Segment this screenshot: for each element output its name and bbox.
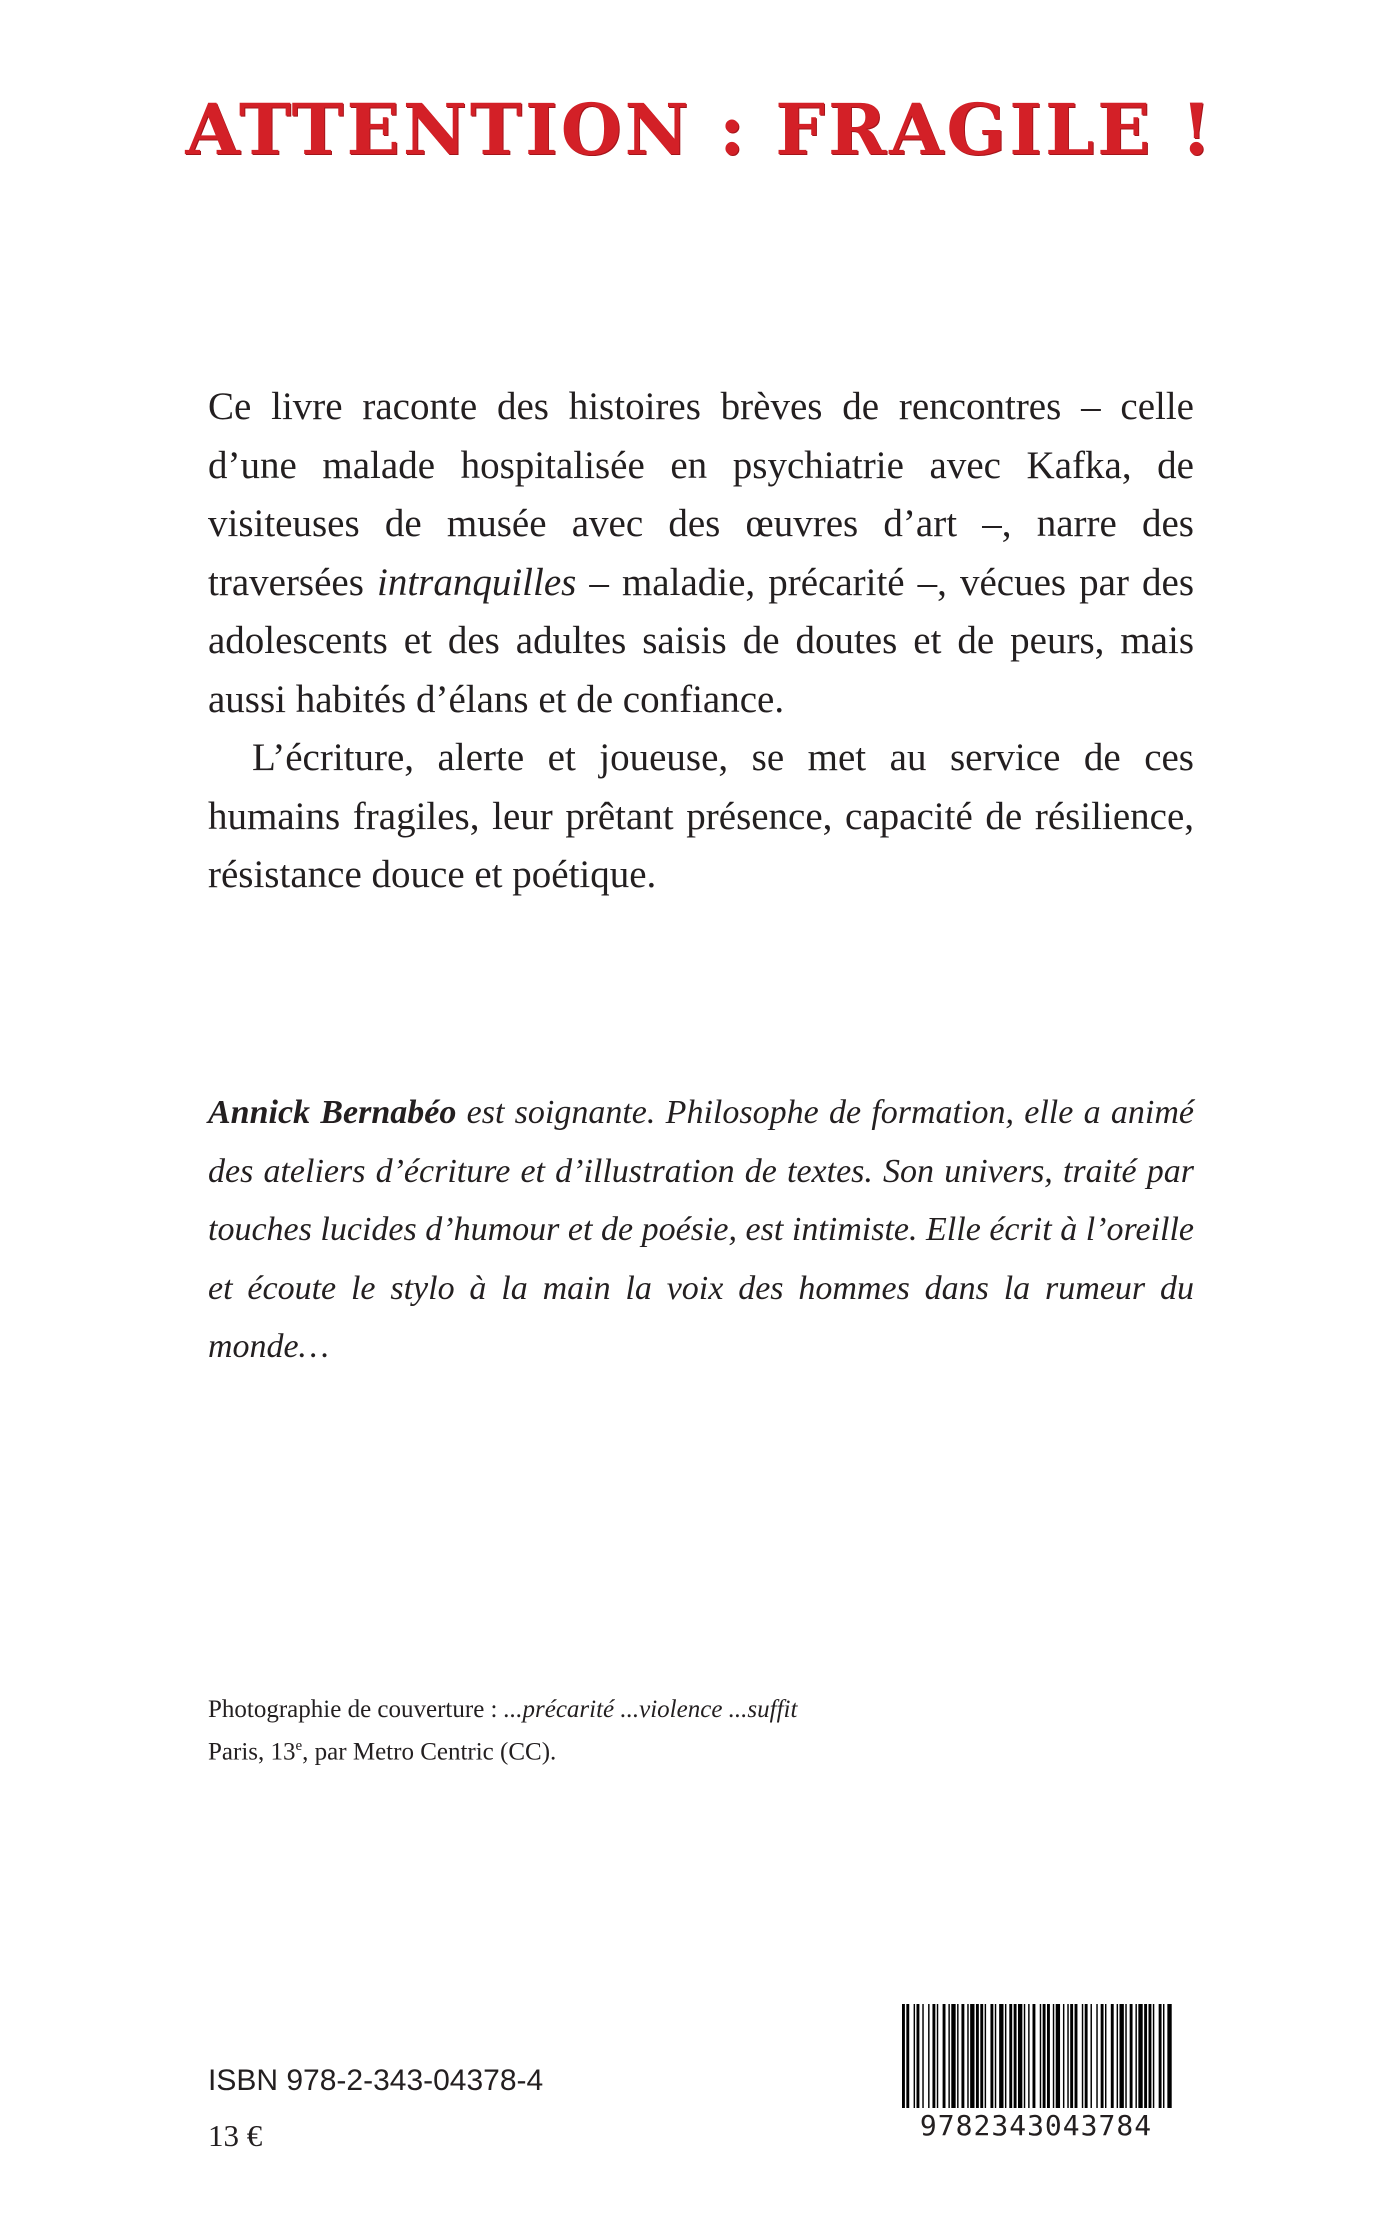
barcode-bar	[1149, 2004, 1152, 2108]
author-bio	[208, 1084, 1194, 1377]
barcode-digits: 9782343043784	[898, 2108, 1174, 2144]
barcode-bar	[914, 2004, 915, 2108]
barcode-bar	[1101, 2004, 1104, 2108]
barcode-bar	[1043, 2004, 1046, 2108]
barcode-bar	[1120, 2004, 1124, 2108]
barcode-bar	[1159, 2004, 1162, 2108]
isbn-number: ISBN 978-2-343-04378-4	[208, 2064, 544, 2097]
barcode-bar	[1056, 2004, 1060, 2108]
credits-place: Paris, 13	[208, 1738, 296, 1766]
barcode-bar	[902, 2004, 905, 2108]
barcode-bar	[1082, 2004, 1083, 2108]
barcode-bar	[961, 2004, 964, 2108]
summary-p1-end: – maladie, précarité –, vécues par des adolescents et des adultes saisis de doutes et de peurs, mais aussi habités d’élans et de confiance.	[208, 560, 1195, 721]
barcode-bar	[995, 2004, 996, 2108]
barcode-bar	[985, 2004, 986, 2108]
barcode-bar	[1014, 2004, 1017, 2108]
barcode-bar	[1096, 2004, 1097, 2108]
barcode-bar	[967, 2004, 968, 2108]
summary-text	[208, 378, 1194, 905]
barcode-bar	[1040, 2004, 1041, 2108]
author-name: Annick Bernabéo	[208, 1094, 457, 1131]
barcode-bar	[1125, 2004, 1126, 2108]
barcode-bar	[937, 2004, 938, 2108]
barcode-bar	[1033, 2004, 1036, 2108]
barcode-bar	[1111, 2004, 1114, 2108]
credits-prefix: Photographie de couverture :	[208, 1696, 504, 1723]
barcode-bar	[970, 2004, 974, 2108]
barcode-bar	[1135, 2004, 1136, 2108]
barcode-bar	[928, 2004, 929, 2108]
barcode-bar	[1075, 2004, 1078, 2108]
barcode-bar	[957, 2004, 958, 2108]
price: 13 €	[208, 2118, 263, 2153]
summary-paragraph-2: L’écriture, alerte et joueuse, se met au service de ces humains fragiles, leur prêtant présence, capacité de résilience, résistance douce et poétique.	[208, 736, 1194, 896]
barcode-bar	[1163, 2004, 1164, 2108]
barcode-bar	[1018, 2004, 1022, 2108]
barcode-bar	[948, 2004, 949, 2108]
barcode-bar	[1105, 2004, 1106, 2108]
barcode-bar	[1144, 2004, 1147, 2108]
barcode-bar	[1047, 2004, 1050, 2108]
barcode-bar	[906, 2004, 909, 2108]
barcode-bar	[1053, 2004, 1054, 2108]
barcode-bar	[1085, 2004, 1088, 2108]
barcode-bar	[999, 2004, 1003, 2108]
barcode-bar	[1067, 2004, 1068, 2108]
photo-credits	[208, 1692, 1108, 1770]
credits-photo-title: ...précarité ...violence ...suffit	[503, 1696, 798, 1723]
barcode-bar	[943, 2004, 946, 2108]
barcode-bar	[1070, 2004, 1073, 2108]
barcode-bar	[1117, 2004, 1118, 2108]
summary-p1-emphasis: intranquilles	[376, 560, 577, 604]
barcode-bar	[1167, 2004, 1171, 2108]
barcode-bar	[976, 2004, 979, 2108]
summary-paragraph-1	[208, 378, 1194, 729]
author-bio-text: est soignante. Philosophe de formation, elle a animé des ateliers d’écriture et d’illustration de textes. Son univers, traité par touches lucides d’humour et de poésie, est intimiste. Elle écrit à l’oreille et écoute le stylo à la main la voix des hommes dans la rumeur du monde…	[208, 1094, 1194, 1365]
barcode-bar	[1130, 2004, 1133, 2108]
cover-title: ATTENTION : FRAGILE !	[185, 88, 1215, 171]
credits-author: , par Metro Centric (CC).	[302, 1738, 557, 1766]
barcode-bar	[932, 2004, 935, 2108]
barcode-bar	[951, 2004, 955, 2108]
barcode	[898, 2004, 1174, 2144]
barcode-bar	[1153, 2004, 1154, 2108]
credits-sup: e	[295, 1738, 303, 1754]
credits-line-1	[208, 1692, 1108, 1728]
summary-p1-start: Ce livre raconte des histoires brèves de rencontres – celle d’une malade hospitalisée en psychiatrie avec Kafka, de visiteuses de musée avec des œuvres d’art –, narre des traversées	[208, 385, 1194, 604]
barcode-bar	[990, 2004, 993, 2108]
barcode-bar	[1024, 2004, 1025, 2108]
barcode-bar	[1063, 2004, 1064, 2108]
barcode-bar	[1005, 2004, 1006, 2108]
barcode-bar	[1138, 2004, 1142, 2108]
barcode-bar	[922, 2004, 923, 2108]
barcode-bar	[1028, 2004, 1029, 2108]
barcode-bar	[1091, 2004, 1092, 2108]
barcode-bar	[917, 2004, 920, 2108]
credits-line-2	[208, 1728, 1108, 1770]
barcode-bar	[980, 2004, 983, 2108]
barcode-bar	[1009, 2004, 1012, 2108]
